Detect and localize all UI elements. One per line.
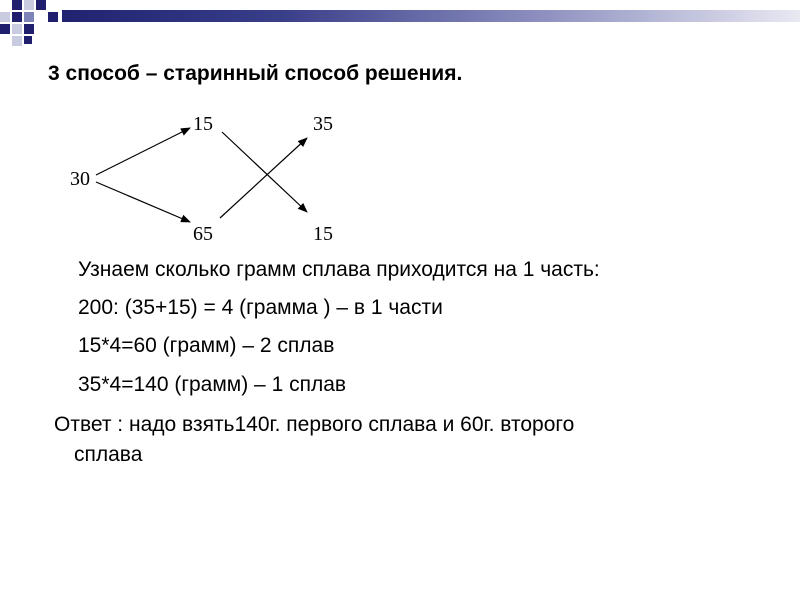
deco-square [36, 0, 46, 10]
slide-title: 3 способ – старинный способ решения. [48, 62, 463, 85]
deco-square [24, 24, 34, 34]
deco-square [12, 36, 22, 46]
deco-square [48, 12, 58, 22]
deco-square [12, 24, 22, 34]
text-line-part-weight: Узнаем сколько грамм сплава приходится на 1 часть: [78, 258, 600, 281]
answer-line: сплава [74, 443, 143, 466]
deco-square [24, 0, 34, 10]
text-line-calculation: 200: (35+15) = 4 (грамма ) – в 1 части [78, 296, 443, 319]
deco-square [24, 36, 32, 44]
answer-line: Ответ : надо взять140г. первого сплава и 60г. второго [54, 413, 575, 436]
answer-block [54, 410, 754, 470]
deco-square [12, 12, 22, 22]
deco-square [0, 24, 10, 34]
value-65: 65 [193, 223, 213, 245]
arrow-65-to-35 [220, 138, 307, 218]
decorative-squares [0, 0, 60, 45]
deco-square [0, 12, 10, 22]
deco-square [12, 0, 22, 10]
arrow-15-to-15 [222, 132, 307, 212]
value-35: 35 [313, 113, 333, 135]
text-line-first-alloy: 35*4=140 (грамм) – 1 сплав [78, 373, 347, 396]
value-30: 30 [70, 168, 90, 190]
arrow-30-to-15 [96, 128, 190, 175]
value-15-lower-right: 15 [313, 223, 333, 245]
cross-method-diagram [60, 100, 360, 250]
value-15-upper-left: 15 [193, 113, 213, 135]
text-line-second-alloy: 15*4=60 (грамм) – 2 сплав [78, 334, 335, 357]
header-gradient-band [62, 10, 800, 22]
deco-square [24, 12, 34, 22]
arrow-30-to-65 [96, 182, 190, 222]
